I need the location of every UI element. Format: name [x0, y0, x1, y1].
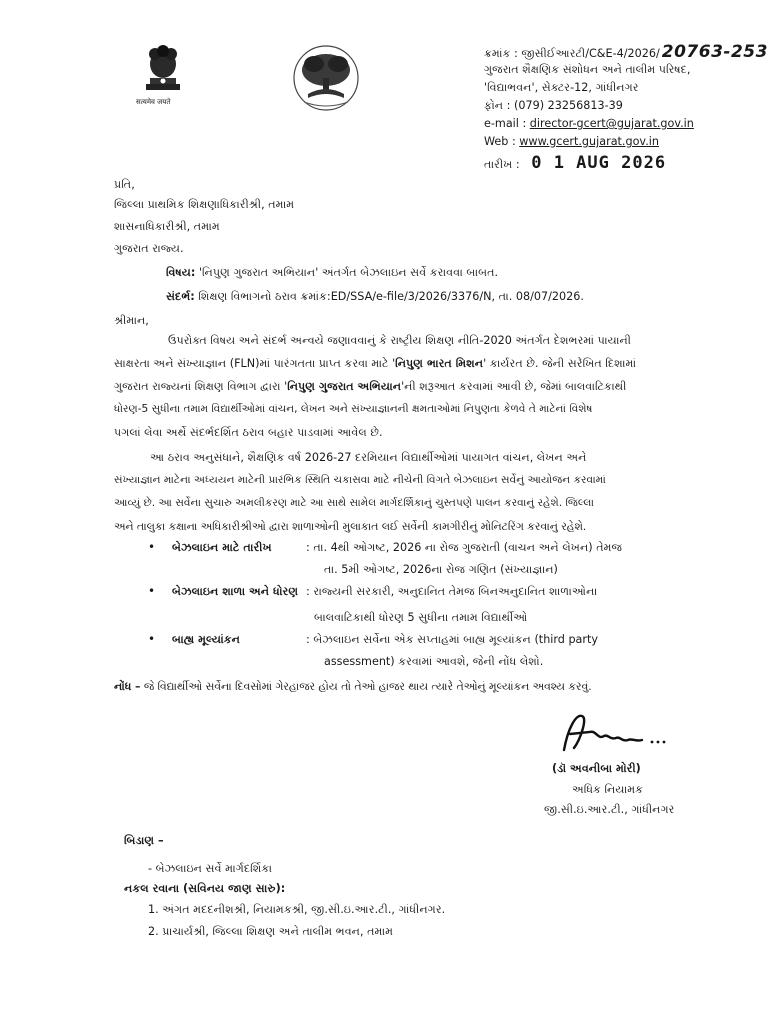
- web-label: Web :: [484, 135, 516, 148]
- web-line: [484, 135, 659, 148]
- org-address: 'વિદ્યાભવન', સેક્ટર-12, ગાંધીનગર: [484, 81, 639, 94]
- para1-line-3: [114, 380, 626, 394]
- reference-line: [166, 290, 584, 304]
- date-line: [484, 153, 666, 173]
- bullet-dot-1: •: [148, 540, 156, 554]
- salutation: શ્રીમાન,: [114, 314, 149, 327]
- date-stamp: 0 1 AUG 2026: [531, 153, 667, 173]
- copy-to-item-1: 1. અંગત મદદનીશશ્રી, નિયામકશ્રી, જી.સી.ઇ.આર.ટી., ગાંધીનગર.: [148, 903, 446, 916]
- para2-line-3: આવ્યું છે. આ સર્વેના સુચારુ અમલીકરણ માટે આ સાથે સામેલ માર્ગદર્શિકાનું ચુસ્તપણે પાલન કરવાનું રહેશે. જિલ્લા: [114, 497, 595, 509]
- bullet-label-3: બાહ્ય મૂલ્યાંકન: [172, 633, 240, 646]
- copy-to-label: નકલ રવાના (સવિનય જાણ સારુ):: [124, 882, 286, 895]
- para2-line-2: સંખ્યાજ્ઞાન માટેના અધ્યયન માટેની પ્રારંભિક સ્થિતિ ચકાસવા માટે નીચેની વિગતે બેઝલાઇન સર્વેનું આયોજન કરવામાં: [114, 474, 606, 486]
- nipun-bharat-mission: નિપુણ ભારત મિશન: [395, 357, 484, 370]
- date-label: તારીખ :: [484, 158, 520, 171]
- email-label: e-mail :: [484, 117, 527, 130]
- reference-label: ક્રમાંક : જીસીઈઆરટી/C&E-4/2026/: [484, 47, 660, 60]
- bullet-text-1a: : તા. 4થી ઓગષ્ટ, 2026 ના રોજ ગુજરાતી (વાચન અને લેખન) તેમજ: [306, 541, 623, 554]
- addressee-line-3: ગુજરાત રાજ્ય.: [114, 242, 184, 255]
- bullet-label-2: બેઝલાઇન શાળા અને ધોરણ: [172, 585, 299, 598]
- gcert-logo: [292, 44, 360, 112]
- reference-number: [484, 42, 768, 62]
- bullet-dot-2: •: [148, 584, 156, 598]
- bullet-text-2b: બાલવાટિકાથી ધોરણ 5 સુધીના તમામ વિદ્યાર્થીઓ: [314, 611, 528, 624]
- subject-text: 'નિપુણ ગુજરાત અભિયાન' અંતર્ગત બેઝલાઇન સર્વે કરાવવા બાબત.: [195, 266, 499, 279]
- para1-line-1: ઉપરોક્ત વિષય અને સંદર્ભ અન્વયે જણાવવાનું કે રાષ્ટ્રીય શિક્ષણ નીતિ-2020 અંતર્ગત દેશભરમાં પાયાની: [168, 334, 632, 347]
- bullet-text-2a: : રાજ્યની સરકારી, અનુદાનિત તેમજ બિનઅનુદાનિત શાળાઓના: [306, 585, 598, 598]
- signatory-office: જી.સી.ઇ.આર.ટી., ગાંધીનગર: [544, 803, 675, 816]
- bullet-dot-3: •: [148, 632, 156, 646]
- note-line: [114, 680, 592, 694]
- para1-line-3-c: 'ની શરૂઆત કરવામાં આવી છે, જેમાં બાલવાટિકાથી: [401, 380, 627, 393]
- signatory-designation: અધિક નિયામક: [572, 783, 644, 796]
- bullet-text-1b: તા. 5મી ઓગષ્ટ, 2026ના રોજ ગણિત (સંખ્યાજ્ઞાન): [324, 563, 558, 576]
- email-link[interactable]: director-gcert@gujarat.gov.in: [529, 117, 694, 130]
- signatory-name: (ડૉ અવનીબા મોરી): [552, 762, 641, 775]
- subject-line: [166, 266, 498, 280]
- signature-scribble: [560, 710, 670, 759]
- bullet-label-1: બેઝલાઇન માટે તારીખ: [172, 541, 272, 554]
- bullet-text-3a: : બેઝલાઇન સર્વેના એક સપ્તાહમાં બાહ્ય મૂલ્યાંકન (third party: [306, 633, 599, 646]
- subject-label: વિષય:: [166, 266, 196, 279]
- to-label: પ્રતિ,: [114, 178, 135, 191]
- bullet-text-3b: assessment) કરવામાં આવશે, જેની નોંધ લેશો.: [324, 655, 544, 668]
- reference-text: શિક્ષણ વિભાગનો ઠરાવ ક્રમાંક:ED/SSA/e-file/3/2026/3376/N, તા. 08/07/2026.: [194, 290, 584, 303]
- enclosure-label: બિડાણ –: [124, 834, 164, 847]
- emblem-motto: सत्यमेव जयते: [136, 98, 171, 106]
- note-text: જે વિદ્યાર્થીઓ સર્વેના દિવસોમાં ગેરહાજર હોય તો તેઓ હાજર થાય ત્યારે તેઓનું મૂલ્યાંકન અવશ્ય કરવું.: [140, 680, 592, 693]
- note-label: નોંધ –: [114, 680, 141, 693]
- addressee-line-2: શાસનાધિકારીશ્રી, તમામ: [114, 220, 220, 233]
- para1-line-2-a: સાક્ષરતા અને સંખ્યાજ્ઞાન (FLN)માં પારંગતતા પ્રાપ્ત કરવા માટે ': [114, 357, 396, 370]
- addressee-line-1: જિલ્લા પ્રાથમિક શિક્ષણાધિકારીશ્રી, તમામ: [114, 198, 295, 211]
- copy-to-item-2: 2. પ્રાચાર્યશ્રી, જિલ્લા શિક્ષણ અને તાલીમ ભવન, તમામ: [148, 925, 394, 938]
- para2-line-1: આ ઠરાવ અનુસંધાને, શૈક્ષણિક વર્ષ 2026-27 દરમિયાન વિદ્યાર્થીઓમાં પાયાગત વાંચન, લેખન અને: [150, 451, 587, 464]
- para1-line-3-a: ગુજરાત રાજ્યનાં શિક્ષણ વિભાગ દ્વારા ': [114, 380, 288, 393]
- enclosure-item: - બેઝલાઇન સર્વે માર્ગદર્શિકા: [148, 862, 272, 875]
- org-name: ગુજરાત શૈક્ષણિક સંશોધન અને તાલીમ પરિષદ,: [484, 63, 691, 76]
- reference-label-bold: સંદર્ભ:: [166, 290, 195, 303]
- para1-line-4: ધોરણ-5 સુધીના તમામ વિદ્યાર્થીઓમાં વાંચન, લેખન અને સંખ્યાજ્ઞાનની ક્ષમતાઓમાં નિપુણતા કેળવે તે માટેનાં વિશેષ: [114, 403, 593, 415]
- nipun-gujarat-abhiyan: નિપુણ ગુજરાત અભિયાન: [287, 380, 402, 393]
- para1-line-2: [114, 357, 636, 371]
- state-emblem: [140, 42, 186, 106]
- para1-line-2-c: ' કાર્યરત છે. જેની સરેખિત દિશામાં: [483, 357, 637, 370]
- email-line: [484, 117, 694, 130]
- para2-line-4: અને તાલુકા કક્ષાના અધિકારીશ્રીઓ દ્વારા શાળાઓની મુલાકાત લઈ સર્વેની કામગીરીનું મોનિટરિંગ કરવાનું રહેશે.: [114, 520, 587, 533]
- handwritten-inward-number: 20763-253: [661, 42, 768, 62]
- para1-line-5: પગલાં લેવા અર્થે સંદર્ભદર્શિત ઠરાવ બહાર પાડવામાં આવેલ છે.: [114, 426, 383, 439]
- phone-number: ફોન : (079) 23256813-39: [484, 99, 623, 112]
- web-link[interactable]: www.gcert.gujarat.gov.in: [519, 135, 659, 148]
